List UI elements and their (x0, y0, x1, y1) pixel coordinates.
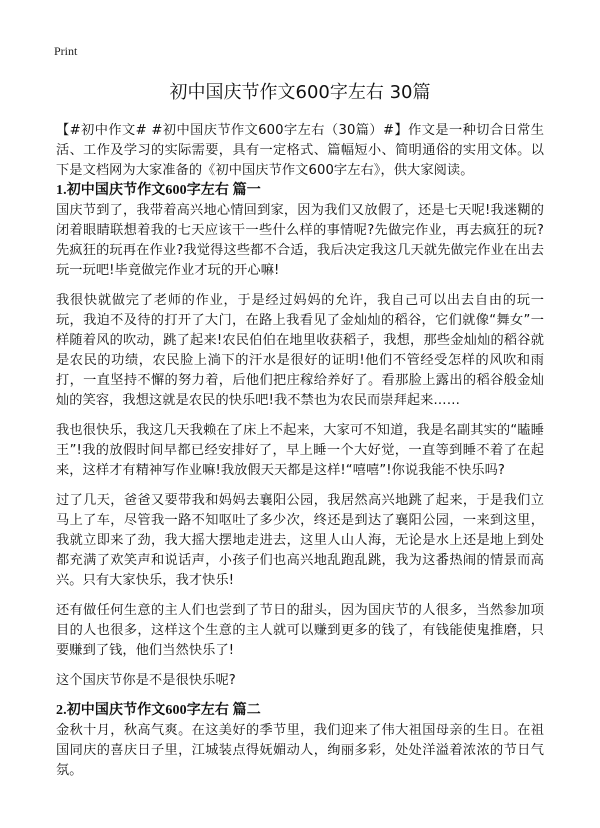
article-paragraph: 金秋十月，秋高气爽。在这美好的季节里，我们迎来了伟大祖国母亲的生日。在祖国同庆的喜庆日子里，江城装点得妩媚动人，绚丽多彩，处处洋溢着浓浓的节日气氛。 (56, 723, 544, 778)
article-paragraph: 国庆节到了，我带着高兴地心情回到家，因为我们又放假了，还是七天呢!我迷糊的闭着眼睛联想着我的七天应该干一些什么样的事情呢?先做完作业，再去疯狂的玩?先疯狂的玩再在作业?我觉得这些都不合适，我后决定我这几天就先做完作业在出去玩一玩吧!毕竟做完作业才玩的开心嘛! (56, 203, 544, 278)
article-paragraph: 还有做任何生意的主人们也尝到了节日的甜头，因为国庆节的人很多，当然参加项目的人也很多，这样这个生意的主人就可以赚到更多的钱了，有钱能使鬼推磨，只要赚到了钱，他们当然快乐了! (56, 603, 544, 658)
article-paragraph: 这个国庆节你是不是很快乐呢? (56, 673, 236, 688)
intro-paragraph: 【#初中作文# #初中国庆节作文600字左右（30篇）#】作文是一种切合日常生活、工作及学习的实际需要，具有一定格式、篇幅短小、简明通俗的实用文体。以下是文档网为大家准备的《初中国庆节作文600字左右》，供大家阅读。 (56, 123, 544, 178)
article-paragraph: 我很快就做完了老师的作业，于是经过妈妈的允许，我自己可以出去自由的玩一玩，我迫不及待的打开了大门，在路上我看见了金灿灿的稻谷，它们就像“舞女”一样随着风的吹动，跳了起来!农民伯伯在地里收获稻子，我想，那些金灿灿的稻谷就是农民的功绩，农民脸上淌下的汗水是很好的证明!他们不管经受怎样的风吹和雨打，一直坚持不懈的努力着，后他们把庄稼给养好了。看那脸上露出的稻谷般金灿灿的笑容，我想这就是农民的快乐吧!我不禁也为农民而崇拜起来…… (56, 293, 544, 408)
section-heading: 1.初中国庆节作文600字左右 篇一 (56, 183, 261, 198)
article-body (56, 121, 544, 791)
section-1 (56, 181, 544, 691)
article-paragraph: 过了几天，爸爸又要带我和妈妈去襄阳公园，我居然高兴地跳了起来，于是我们立马上了车，尽管我一路不知呕吐了多少次，终还是到达了襄阳公园，一来到这里，我就立即来了劲，我大摇大摆地走进去，这里人山人海，无论是水上还是地上到处都充满了欢笑声和说话声，小孩子们也高兴地乱跑乱跳，我为这番热闹的情景而高兴。只有大家快乐，我才快乐! (56, 493, 544, 588)
section-heading: 2.初中国庆节作文600字左右 篇二 (56, 703, 261, 718)
print-link[interactable]: Print (54, 44, 78, 58)
article-paragraph: 我也很快乐，我这几天我赖在了床上不起来，大家可不知道，我是名副其实的“瞌睡王”!我的放假时间早都已经安排好了，早上睡一个大好觉，一直等到睡不着了在起来，这样才有精神写作业嘛!我放假天天都是这样!“嘻嘻”!你说我能不快乐吗? (56, 423, 544, 478)
section-2 (56, 701, 544, 781)
page-title: 初中国庆节作文600字左右 30篇 (169, 82, 431, 103)
